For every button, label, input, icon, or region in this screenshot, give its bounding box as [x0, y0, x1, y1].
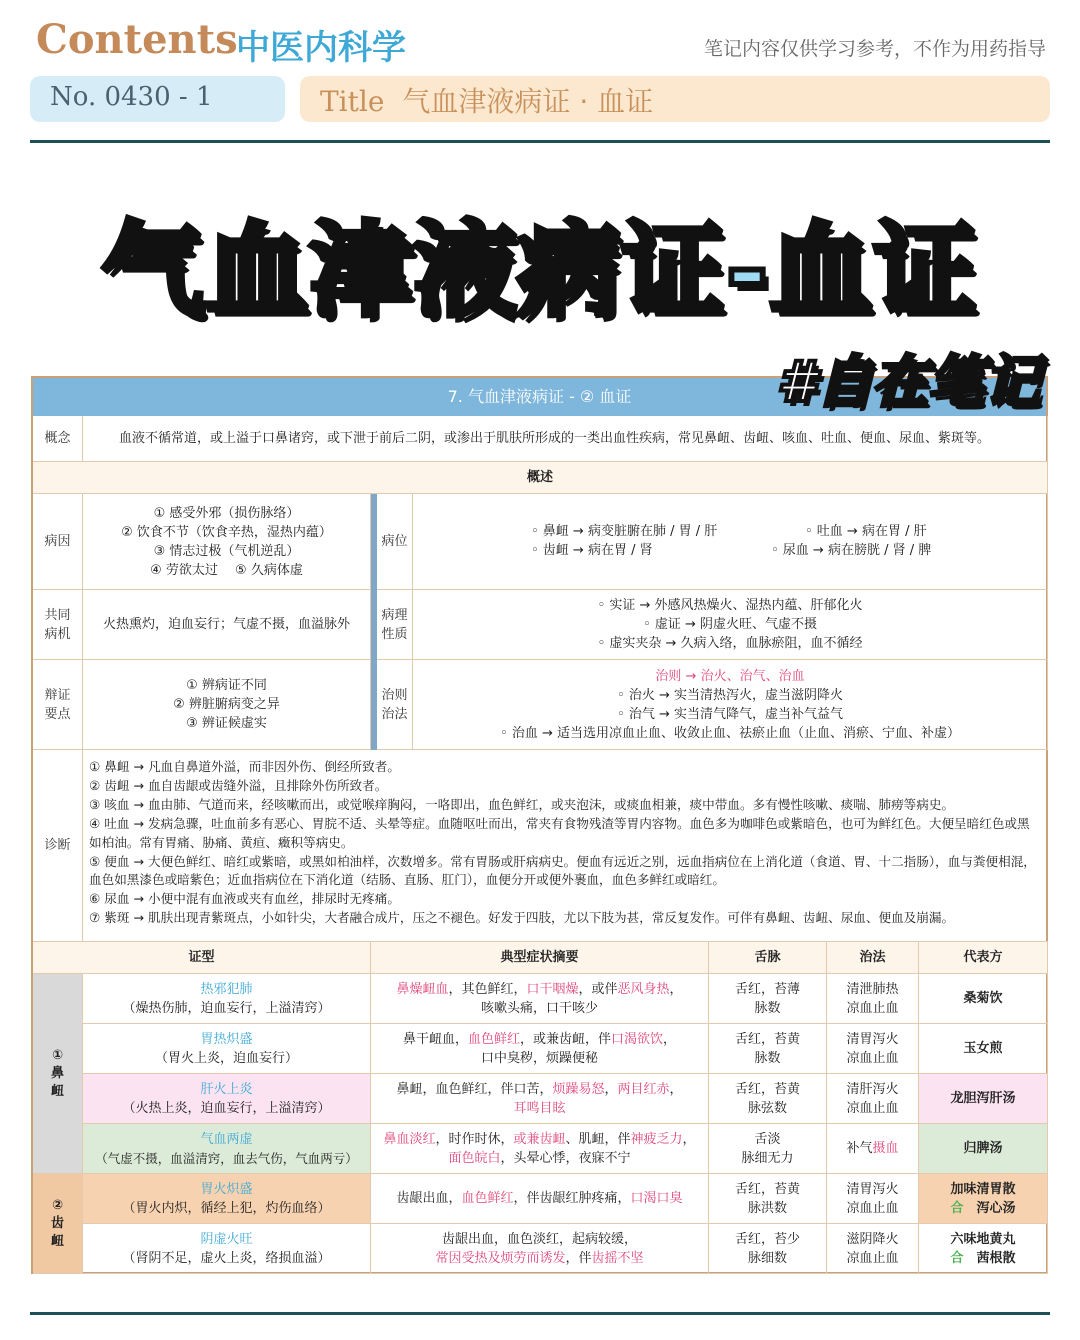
- sym-highlight: 烦躁易怒: [552, 1081, 605, 1097]
- sym-highlight: 或兼齿衄: [513, 1131, 566, 1147]
- formula-plus: 合: [950, 1200, 964, 1216]
- method: 凉血止血: [846, 1200, 899, 1216]
- title-text: 气血津液病证 · 血证: [402, 85, 654, 118]
- sym-text: 齿龈出血，: [396, 1191, 462, 1206]
- syndrome-name: 热邪犯肺: [200, 981, 253, 997]
- table-row-symptoms: [371, 1224, 709, 1274]
- sym-text: 鼻衄，血色鲜红，伴口苦，: [396, 1081, 553, 1097]
- banner-title: 气血津液病证-血证: [101, 212, 979, 331]
- table-row-symptoms: [371, 1024, 709, 1074]
- syndrome-note: （肾阴不足，虚火上炎，络损血溢）: [122, 1250, 331, 1266]
- keypoint-label: 辩证要点: [33, 660, 83, 750]
- formula: 玉女煎: [919, 1024, 1048, 1074]
- sym-text: ，: [663, 1031, 677, 1047]
- overview-band: 概述: [33, 462, 1048, 494]
- sym-highlight: 鼻燥衄血: [396, 981, 449, 997]
- nature-label: 病理性质: [377, 590, 413, 660]
- nature-item: ◦ 虚证 → 阴虚火旺、气虚不摄: [643, 617, 817, 632]
- sym-text: ，: [604, 1081, 618, 1097]
- table-row-tongue: [709, 1174, 827, 1224]
- tongue: 舌淡: [754, 1131, 781, 1147]
- table-row-tongue: [709, 974, 827, 1024]
- table-row-method: [827, 974, 919, 1024]
- sym-highlight: 血色鲜红: [467, 1031, 520, 1047]
- treatment-label: 治则治法: [377, 660, 413, 750]
- sym-text: 口中臭秽，烦躁便秘: [480, 1050, 598, 1066]
- keypoint-item: ① 辨病证不同: [186, 678, 267, 693]
- syndrome-name: 阴虚火旺: [200, 1231, 253, 1247]
- sym-text: ，: [669, 1081, 683, 1097]
- formula: [919, 1224, 1048, 1274]
- concept-label: 概念: [33, 416, 83, 462]
- nature-item: ◦ 虚实夹杂 → 久病入络，血脉瘀阻，血不循经: [597, 636, 863, 651]
- location-item: ◦ 尿血 → 病在膀胱 / 肾 / 脾: [771, 543, 932, 558]
- location-list: [413, 494, 1048, 590]
- syndrome-note: （胃火上炎，迫血妄行）: [154, 1050, 298, 1066]
- sym-highlight: 恶风身热: [617, 981, 670, 997]
- sym-text: 齿龈出血，血色淡红，起病较缓，: [441, 1231, 637, 1247]
- diagnosis-item: ④ 吐血 → 发病急骤，吐血前多有恶心、胃脘不适、头晕等症。血随呕吐而出，常夹有食物残渣等胃内容物。血色多为咖啡色或紫暗色，也可为鲜红色。大便呈暗红色或黑如柏油。常有胃痛、胁痛、黄疸、癥积等病史。: [89, 815, 1030, 850]
- sym-highlight: 两目红赤: [617, 1081, 670, 1097]
- diagnosis-label: 诊断: [33, 750, 83, 942]
- sym-highlight: 口渴口臭: [630, 1191, 683, 1206]
- syndrome-name: 胃火炽盛: [200, 1181, 253, 1197]
- location-label: 病位: [377, 494, 413, 590]
- sym-text: ，其色鲜红，: [448, 981, 527, 997]
- formula: 归脾汤: [919, 1124, 1048, 1174]
- tongue: 舌红，苔黄: [734, 1031, 800, 1047]
- diagnosis-item: ⑥ 尿血 → 小便中混有血液或夹有血丝，排尿时无疼痛。: [89, 891, 400, 907]
- method: 凉血止血: [846, 1100, 899, 1116]
- nature-list: [413, 590, 1048, 660]
- table-row-symptoms: [371, 974, 709, 1024]
- keypoint-item: ③ 辨证候虚实: [186, 716, 267, 731]
- th-formula: 代表方: [919, 942, 1048, 974]
- table-row-tongue: [709, 1074, 827, 1124]
- cause-item: ① 感受外邪（损伤脉络）: [153, 505, 300, 521]
- method: 凉血止血: [846, 1050, 899, 1066]
- table-row-symptoms: [371, 1174, 709, 1224]
- sym-text: ，伴: [565, 1250, 592, 1266]
- pulse: 脉弦数: [747, 1100, 787, 1116]
- diagnosis-item: ⑦ 紫斑 → 肌肤出现青紫斑点，小如针尖，大者融合成片，压之不褪色。好发于四肢，尤以下肢为甚，常反复发作。可伴有鼻衄、齿衄、尿血、便血及崩漏。: [89, 910, 955, 926]
- table-row-tongue: [709, 1124, 827, 1174]
- syndrome-note: （气虚不摄，血溢清窍，血去气伤，气血两亏）: [95, 1150, 358, 1166]
- method: 清胃泻火: [846, 1181, 899, 1197]
- sym-highlight: 面色皖白: [448, 1150, 501, 1166]
- hashtag-label: #自在笔记: [777, 350, 1040, 415]
- table-row-type: [83, 1074, 371, 1124]
- sym-text: ，: [682, 1131, 696, 1147]
- method: 滋阴降火: [846, 1231, 899, 1247]
- notes-sheet: [31, 376, 1048, 1274]
- table-row-type: [83, 1224, 371, 1274]
- syndrome-name: 气血两虚: [200, 1131, 253, 1147]
- table-row-method: [827, 1174, 919, 1224]
- formula: [919, 1174, 1048, 1224]
- sym-highlight: 口渴欲饮: [611, 1031, 664, 1047]
- table-row-type: [83, 1024, 371, 1074]
- table-row-type: [83, 1124, 371, 1174]
- formula-name: 六味地黄丸: [950, 1231, 1016, 1247]
- table-row-type: [83, 1174, 371, 1224]
- sym-text: ，: [669, 981, 683, 997]
- sym-text: ，或伴: [578, 981, 618, 997]
- subject-title: 中医内科学: [236, 28, 406, 68]
- treatment-item: ◦ 治血 → 适当选用凉血止血、收敛止血、祛瘀止血（止血、消瘀、宁血、补虚）: [500, 725, 960, 741]
- syndrome-note: （胃火内炽，循经上犯，灼伤血络）: [122, 1200, 331, 1216]
- sym-text: ，时作时休，: [435, 1131, 514, 1147]
- cause-list: [83, 494, 371, 590]
- concept-text: 血液不循常道，或上溢于口鼻诸窍，或下泄于前后二阴，或渗出于肌肤所形成的一类出血性疾病，常见鼻衄、齿衄、咳血、吐血、便血、尿血、紫斑等。: [83, 416, 1048, 462]
- sym-highlight: 口干咽燥: [526, 981, 579, 997]
- title-label: Title: [320, 85, 385, 118]
- sym-text: 、肌衄，伴: [565, 1131, 631, 1147]
- pulse: 脉细数: [747, 1250, 787, 1266]
- method: 凉血止血: [846, 1000, 899, 1016]
- table-row-method: [827, 1224, 919, 1274]
- syndrome-name: 肝火上炎: [200, 1081, 253, 1097]
- table-row-method: [827, 1024, 919, 1074]
- sym-highlight: 血色鲜红: [461, 1191, 514, 1206]
- sym-text: ，或兼齿衄，伴: [519, 1031, 611, 1047]
- sym-highlight: 鼻血淡红: [383, 1131, 436, 1147]
- method: 补气: [846, 1141, 873, 1156]
- sym-text: ，伴齿龈红肿疼痛，: [513, 1191, 631, 1206]
- th-tongue-pulse: 舌脉: [709, 942, 827, 974]
- table-row-type: [83, 974, 371, 1024]
- tongue: 舌红，苔薄: [734, 981, 800, 997]
- sheet-heading: 7. 气血津液病证 - ② 血证: [33, 378, 1046, 416]
- method: 凉血止血: [846, 1250, 899, 1266]
- nature-item: ◦ 实证 → 外感风热燥火、湿热内蕴、肝郁化火: [597, 598, 863, 613]
- pulse: 脉数: [754, 1050, 781, 1066]
- cause-item: ② 饮食不节（饮食辛热，湿热内蕴）: [121, 524, 332, 540]
- group-nosebleed: ① 鼻 衄: [33, 974, 83, 1174]
- table-row-method: [827, 1124, 919, 1174]
- diagnosis-item: ⑤ 便血 → 大便色鲜红、暗红或紫暗，或黑如柏油样，次数增多。常有胃肠或肝病病史。便血有远近之别，远血指病位在上消化道（食道、胃、十二指肠），血与粪便相混，血色如黑漆色或暗紫色；近血指病位在下消化道（结肠、直肠、肛门），血便分开或便外裹血，血色多鲜红或暗红。: [89, 853, 1036, 888]
- contents-label: Contents: [36, 16, 238, 63]
- tongue: 舌红，苔黄: [734, 1081, 800, 1097]
- treatment-item: ◦ 治气 → 实当清气降气，虚当补气益气: [617, 706, 843, 722]
- cause-item: ③ 情志过极（气机逆乱）: [153, 543, 300, 559]
- syndrome-note: （燥热伤肺，迫血妄行，上溢清窍）: [122, 1000, 331, 1016]
- method: 清肝泻火: [846, 1081, 899, 1097]
- table-row-method: [827, 1074, 919, 1124]
- bottom-divider: [30, 1312, 1050, 1315]
- table-row-symptoms: [371, 1074, 709, 1124]
- group-gumbleed: ② 齿 衄: [33, 1174, 83, 1274]
- sym-text: 鼻干衄血，: [402, 1031, 468, 1047]
- note-number: No. 0430 - 1: [30, 76, 285, 122]
- sym-highlight: 神疲乏力: [630, 1131, 683, 1147]
- location-item: ◦ 吐血 → 病在胃 / 肝: [805, 524, 927, 539]
- method: 清泄肺热: [846, 981, 899, 997]
- formula-name: 加味清胃散: [950, 1181, 1016, 1197]
- formula: 龙胆泻肝汤: [919, 1074, 1048, 1124]
- sym-text: 咳嗽头痛，口干咳少: [480, 1000, 598, 1016]
- sym-highlight: 齿摇不坚: [591, 1250, 644, 1266]
- mechanism-label: 共同病机: [33, 590, 83, 660]
- keypoint-item: ② 辨脏腑病变之异: [173, 697, 280, 712]
- th-type: 证型: [33, 942, 371, 974]
- method: 清胃泻火: [846, 1031, 899, 1047]
- table-row-tongue: [709, 1224, 827, 1274]
- method-highlight: 摄血: [872, 1141, 899, 1156]
- formula-plus: 合: [950, 1250, 964, 1266]
- syndrome-note: （火热上炎，迫血妄行，上溢清窍）: [122, 1100, 331, 1116]
- diagnosis-item: ③ 咳血 → 血由肺、气道而来，经咳嗽而出，或觉喉痒胸闷，一咯即出，血色鲜红，或夹泡沫，或痰血相兼，痰中带血。多有慢性咳嗽、痰喘、肺痨等病史。: [89, 796, 955, 812]
- disclaimer: 笔记内容仅供学习参考，不作为用药指导: [703, 38, 1046, 60]
- table-row-tongue: [709, 1024, 827, 1074]
- treatment-principle: 治则 → 治火、治气、治血: [655, 668, 805, 684]
- syndrome-name: 胃热炽盛: [200, 1031, 253, 1047]
- tongue: 舌红，苔少: [734, 1231, 800, 1247]
- diagnosis-item: ① 鼻衄 → 凡血自鼻道外溢，而非因外伤、倒经所致者。: [89, 759, 400, 774]
- sym-text: ，头晕心悸，夜寐不宁: [500, 1150, 631, 1166]
- formula-name: 茜根散: [976, 1250, 1016, 1266]
- th-method: 治法: [827, 942, 919, 974]
- sym-highlight: 常因受热及烦劳而诱发: [435, 1250, 566, 1266]
- treatment-item: ◦ 治火 → 实当清热泻火，虚当滋阴降火: [617, 687, 843, 703]
- pulse: 脉细无力: [741, 1150, 794, 1166]
- mechanism-text: 火热熏灼，迫血妄行；气虚不摄，血溢脉外: [83, 590, 371, 660]
- pulse: 脉数: [754, 1000, 781, 1016]
- treatment-list: [413, 660, 1048, 750]
- formula: 桑菊饮: [919, 974, 1048, 1024]
- note-title: [300, 76, 1050, 122]
- location-item: ◦ 鼻衄 → 病变脏腑在肺 / 胃 / 肝: [531, 524, 718, 539]
- th-symptoms: 典型症状摘要: [371, 942, 709, 974]
- formula-name: 泻心汤: [976, 1200, 1016, 1216]
- keypoint-list: [83, 660, 371, 750]
- cause-item: ④ 劳欲太过 ⑤ 久病体虚: [150, 562, 303, 578]
- tongue: 舌红，苔黄: [734, 1181, 800, 1197]
- pulse: 脉洪数: [747, 1200, 787, 1216]
- location-item: ◦ 齿衄 → 病在胃 / 肾: [531, 543, 653, 558]
- top-divider: [30, 140, 1050, 143]
- cause-label: 病因: [33, 494, 83, 590]
- diagnosis-list: [83, 758, 1048, 942]
- table-row-symptoms: [371, 1124, 709, 1174]
- diagnosis-item: ② 齿衄 → 血自齿龈或齿缝外溢，且排除外伤所致者。: [89, 777, 388, 793]
- sym-highlight: 耳鸣目眩: [513, 1100, 566, 1116]
